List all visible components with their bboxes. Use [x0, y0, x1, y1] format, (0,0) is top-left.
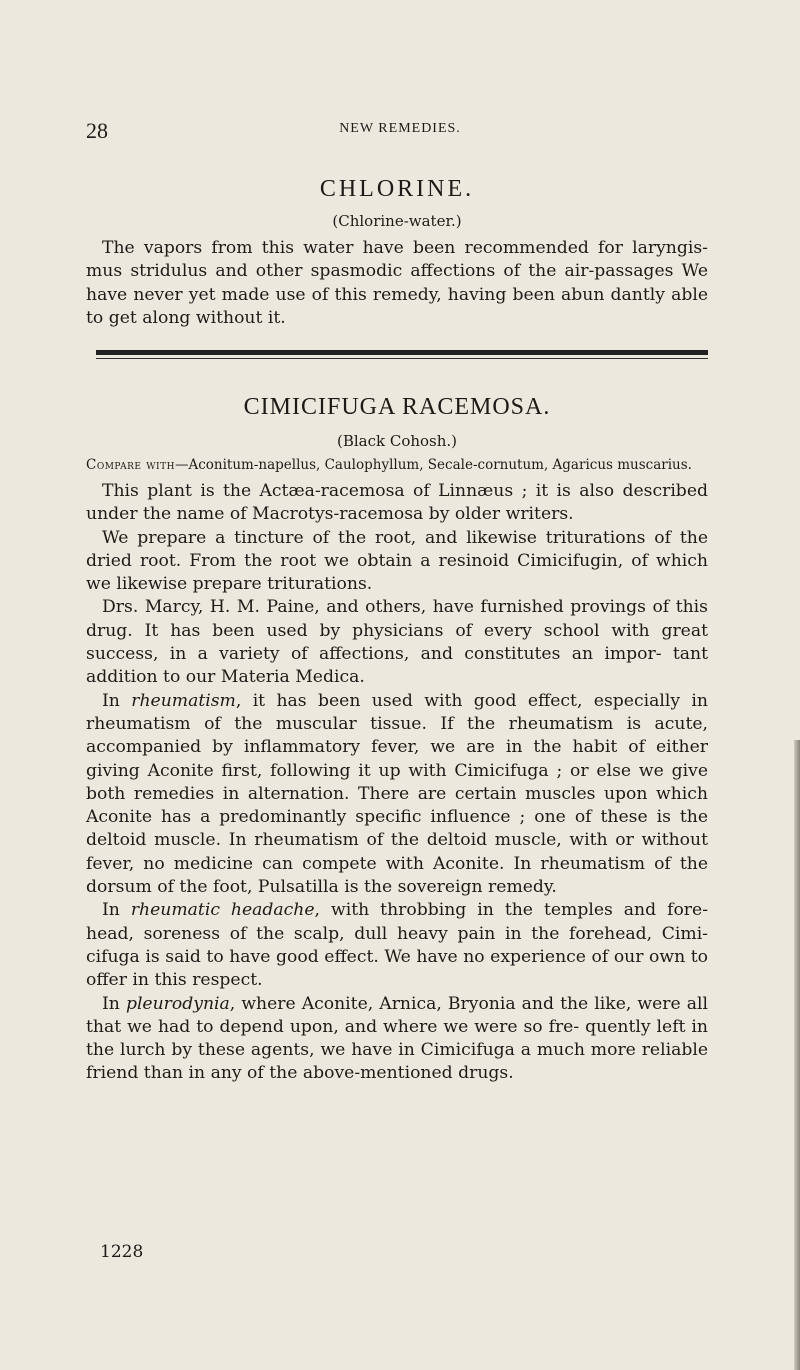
paragraph-provings: Drs. Marcy, H. M. Paine, and others, have furnished provings of this drug. It has been used by physicians of every school with great success, in a variety of affections, and constitutes an impor- tant addition to our Materia Medica. [86, 597, 708, 688]
compare-label: Compare with [86, 457, 175, 473]
cimicifuga-title: CIMICIFUGA RACEMOSA. [243, 394, 551, 420]
paragraph-rheumatism: In rheumatism, it has been used with good effect, especially in rheumatism of the muscular tissue. If the rheumatism is acute, accompanied by inflammatory fever, we are in the habit of either giving Aconite first, following it up with Cimicifuga ; or else we give both remedies in alternation. There are certain muscles upon which Aconite has a predominantly specific influence ; one of these is the deltoid muscle. In rheumatism of the deltoid muscle, with or without fever, no medicine can compete with Aconite. In rheumatism of the dorsum of the foot, Pulsatilla is the sovereign remedy. [86, 690, 708, 898]
page-number: 28 [86, 118, 108, 143]
pleurodynia-term: pleurodynia [125, 993, 230, 1014]
section-divider-thick [96, 350, 708, 355]
headache-term: rheumatic headache [130, 900, 315, 921]
section-divider-thin [96, 358, 708, 359]
chlorine-subtitle: (Chlorine-water.) [332, 212, 462, 230]
chlorine-section [86, 176, 708, 330]
chlorine-paragraph: The vapors from this water have been recommended for laryngis- mus stridulus and other spasmodic affections of the air-passages We have never yet made use of this remedy, having been abun dantly able to get along without it. [86, 238, 708, 328]
page-edge-shadow [794, 740, 800, 1370]
paragraph-plant: This plant is the Actæa-racemosa of Linnæus ; it is also described under the name of Macrotys-racemosa by older writers. [86, 481, 708, 525]
running-title: NEW REMEDIES. [339, 121, 461, 136]
compare-with [86, 456, 708, 474]
cimicifuga-subtitle: (Black Cohosh.) [336, 432, 458, 450]
rheumatism-term: rheumatism [131, 690, 236, 711]
running-head [86, 118, 714, 142]
cimicifuga-section [86, 394, 708, 1086]
compare-remedies: —Aconitum-napellus, Caulophyllum, Secale-cornutum, Agaricus muscarius. [174, 457, 692, 473]
printer-signature: 1228 [100, 1242, 144, 1262]
paragraph-pleurodynia: In pleurodynia, where Aconite, Arnica, Bryonia and the like, were all that we had to depend upon, and where we were so fre- quently left in the lurch by these agents, we have in Cimicifuga a much more reliable friend than in any of the above-mentioned drugs. [86, 993, 708, 1084]
chlorine-title: CHLORINE. [319, 176, 475, 202]
paragraph-headache: In rheumatic headache, with throbbing in the temples and fore- head, soreness of the scalp, dull heavy pain in the forehead, Cimi- cifuga is said to have good effect. We have no experience of our own to offer in this respect. [86, 900, 709, 991]
paragraph-preparation: We prepare a tincture of the root, and likewise triturations of the dried root. From the root we obtain a resinoid Cimicifugin, of which we likewise prepare triturations. [86, 527, 708, 595]
